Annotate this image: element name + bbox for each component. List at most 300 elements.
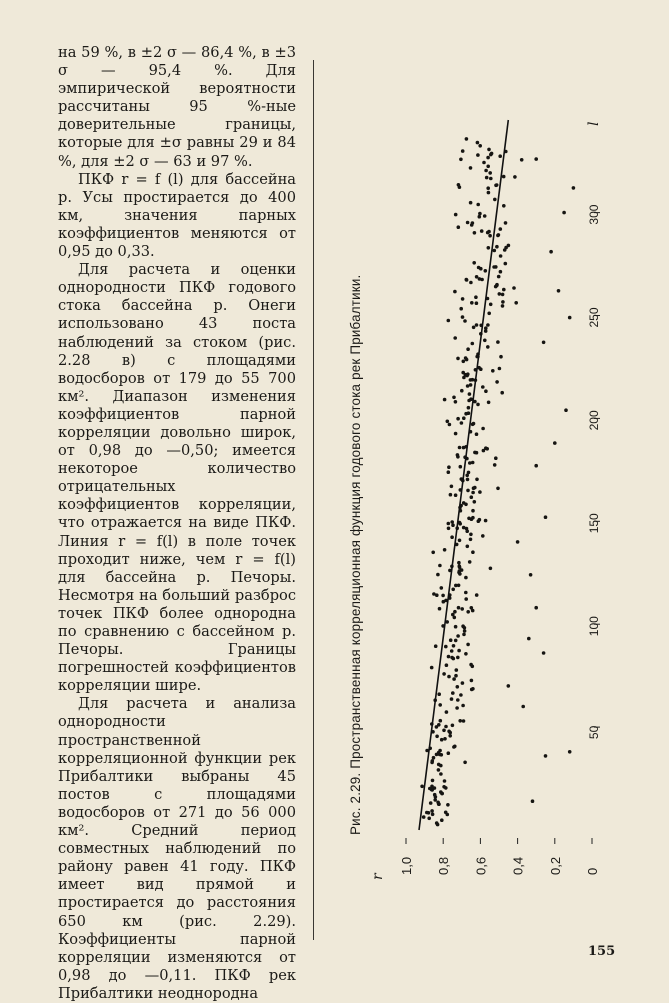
scatter-point [437, 763, 441, 767]
scatter-point [474, 295, 478, 299]
scatter-point [471, 550, 475, 554]
scatter-point [465, 137, 469, 141]
scatter-point [462, 446, 466, 450]
scatter-point [495, 245, 499, 249]
scatter-point [549, 250, 553, 254]
scatter-point [467, 517, 471, 521]
scatter-point [447, 319, 451, 323]
scatter-point [489, 303, 493, 307]
scatter-point [444, 811, 448, 815]
scatter-point [437, 723, 441, 727]
scatter-point [466, 545, 470, 549]
scatter-point [503, 248, 507, 252]
scatter-point [544, 754, 548, 758]
points-layer [420, 137, 575, 826]
scatter-point [501, 300, 505, 304]
scatter-point [476, 403, 480, 407]
scatter-point [498, 367, 502, 371]
scatter-point [430, 666, 434, 670]
scatter-point [449, 493, 453, 497]
scatter-point [494, 456, 498, 460]
page-number: 155 [588, 944, 616, 959]
scatter-point [499, 270, 503, 274]
scatter-point [502, 204, 506, 208]
scatter-point [446, 803, 450, 807]
scatter-point [484, 326, 488, 330]
scatter-point [440, 818, 444, 822]
scatter-point [493, 249, 497, 253]
scatter-point [454, 625, 458, 629]
scatter-point [438, 749, 442, 753]
r-axis-tick-label: 1,0 [399, 856, 414, 875]
scatter-point [465, 374, 469, 378]
scatter-point [438, 607, 442, 611]
scatter-point [484, 269, 488, 273]
scatter-point [459, 693, 463, 697]
scatter-point [435, 593, 439, 597]
scatter-point [499, 227, 503, 231]
scatter-point [476, 141, 480, 145]
scatter-point [465, 529, 469, 533]
scatter-point [453, 610, 457, 614]
scatter-point [462, 416, 466, 420]
scatter-point [452, 745, 456, 749]
scatter-point [470, 223, 474, 227]
scatter-point [500, 391, 504, 395]
scatter-point [450, 485, 454, 489]
scatter-point [454, 400, 458, 404]
paragraph-3: Для расчета и оценки однородности ПКФ годового стока бассейна р. Онеги использовано 43 поста наблюдений за стоком (рис. 2.28 в) с площадями водосборов от 179 до 55 700 км². Диапазон изменения коэффициентов парной корреляции довольно широк, от 0,98 до —0,50; имеется некоторое количество отрицательных коэффициентов корреляции, что отражается на виде ПКФ. Линия r = f(l) в поле точек проходит ниже, чем r = f(l) для бассейна р. Печоры. Несмотря на больший разброс точек ПКФ более однородна по сравнению с бассейном р. Печоры. Границы погрешностей коэффициентов корреляции шире. [58, 261, 296, 695]
scatter-point [501, 293, 505, 297]
scatter-point [480, 278, 484, 282]
scatter-point [420, 785, 424, 789]
scatter-point [477, 266, 481, 270]
scatter-point [448, 734, 452, 738]
scatter-point [489, 177, 493, 181]
figure-caption: Рис. 2.29. Пространственная корреляционная функция годового стока рек Прибалтики. [348, 274, 363, 835]
scatter-point [572, 186, 576, 190]
scatter-point [478, 518, 482, 522]
scatter-point [462, 526, 466, 530]
scatter-point [467, 399, 471, 403]
r-axis-tick-label: 0 [585, 867, 600, 875]
column-divider [313, 60, 314, 940]
scatter-point [447, 675, 451, 679]
scatter-point [465, 278, 469, 282]
scatter-point [534, 606, 538, 610]
l-axis-tick-label: 250 [587, 307, 601, 328]
r-axis-tick-label: 0,4 [510, 856, 526, 875]
scatter-point [460, 421, 464, 425]
scatter-point [462, 360, 466, 364]
scatter-point [479, 367, 483, 371]
scatter-point [466, 221, 470, 225]
scatter-point [495, 380, 499, 384]
scatter-point [438, 703, 442, 707]
scatter-point [453, 616, 457, 620]
scatter-point [471, 516, 475, 520]
scatter-point [502, 175, 506, 179]
scatter-point [430, 809, 434, 813]
l-axis-tick-label: 200 [587, 410, 601, 431]
scatter-point [457, 561, 461, 565]
scatter-point [452, 677, 456, 681]
scatter-point [459, 158, 463, 162]
scatter-point [448, 423, 452, 427]
scatter-point [468, 560, 472, 564]
scatter-point [431, 813, 435, 817]
scatter-point [447, 522, 451, 526]
scatter-point [457, 183, 461, 187]
scatter-point [450, 656, 454, 660]
scatter-point [447, 655, 451, 659]
scatter-point [440, 738, 444, 742]
scatter-point [487, 401, 491, 405]
scatter-point [471, 609, 475, 613]
scatter-point [471, 509, 475, 513]
scatter-point [512, 286, 516, 290]
scatter-point [456, 685, 460, 689]
scatter-point [446, 420, 450, 424]
scatter-point [436, 801, 440, 805]
scatter-point [471, 491, 475, 495]
scatter-point [461, 704, 465, 708]
l-axis-tick-label: 150 [587, 513, 601, 534]
scatter-point [464, 356, 468, 360]
scatter-point [484, 169, 488, 173]
scatter-point [434, 644, 438, 648]
scatter-point [564, 408, 568, 412]
r-axis-tick-label: 0,6 [473, 856, 489, 875]
scatter-point [447, 751, 451, 755]
scatter-point [450, 649, 454, 653]
scatter-point [496, 340, 500, 344]
scatter-point [481, 427, 485, 431]
trend-layer [419, 120, 508, 830]
scatter-point [497, 275, 501, 279]
body-text-column [58, 44, 296, 1003]
scatter-point [466, 347, 470, 351]
scatter-point [449, 638, 453, 642]
scatter-point [466, 610, 470, 614]
scatter-point [487, 230, 491, 234]
scatter-point [499, 254, 503, 258]
l-axis-label: l [586, 121, 602, 126]
scatter-point [458, 719, 462, 723]
scatter-point [454, 432, 458, 436]
scatter-point [435, 735, 439, 739]
scatter-point [463, 761, 467, 765]
scatter-point [425, 811, 429, 815]
scatter-point [431, 551, 435, 555]
scatter-point [464, 412, 468, 416]
scatter-point [457, 225, 461, 229]
scatter-point [488, 234, 492, 238]
scatter-point [457, 606, 461, 610]
scatter-point [483, 339, 487, 343]
scatter-point [466, 643, 470, 647]
scatter-point [457, 649, 461, 653]
scatter-point [494, 265, 498, 269]
scatter-point [485, 176, 489, 180]
scatter-point [442, 672, 446, 676]
scatter-point [459, 465, 463, 469]
scatter-point [472, 422, 476, 426]
scatter-point [475, 301, 479, 305]
scatter-point [447, 527, 451, 531]
scatter-point [486, 323, 490, 327]
scatter-point [475, 323, 479, 327]
scatter-point [542, 651, 546, 655]
scatter-point [488, 171, 492, 175]
scatter-point [464, 652, 468, 656]
scatter-point [439, 719, 443, 723]
scatter-point [544, 515, 548, 519]
scatter-point [464, 591, 468, 595]
scatter-point [458, 564, 462, 568]
scatter-point [442, 729, 446, 733]
scatter-point [495, 283, 499, 287]
scatter-point [453, 336, 457, 340]
scatter-point [491, 369, 495, 373]
scatter-point [473, 500, 477, 504]
scatter-point [459, 307, 463, 311]
scatter-point [478, 212, 482, 216]
scatter-point [444, 725, 448, 729]
scatter-point [445, 663, 449, 667]
scatter-point [427, 817, 431, 821]
scatter-point [454, 493, 458, 497]
scatter-point [498, 292, 502, 296]
scatter-point [437, 768, 441, 772]
scatter-point [458, 539, 462, 543]
scatter-point [473, 231, 477, 235]
scatter-point [456, 698, 460, 702]
scatter-point [471, 342, 475, 346]
scatter-point [462, 376, 466, 380]
scatter-point [454, 213, 458, 217]
scatter-point [451, 724, 455, 728]
scatter-point [484, 446, 488, 450]
scatter-point [456, 417, 460, 421]
scatter-point [462, 719, 466, 723]
scatter-point [507, 244, 511, 248]
scatter-point [452, 644, 456, 648]
scatter-chart [372, 90, 612, 890]
scatter-point [487, 246, 491, 250]
scatter-point [462, 501, 466, 505]
scatter-point [462, 633, 466, 637]
scatter-point [463, 626, 467, 630]
scatter-point [439, 772, 443, 776]
scatter-point [513, 175, 517, 179]
scatter-point [478, 215, 482, 219]
scatter-point [489, 567, 493, 571]
scatter-point [484, 519, 488, 523]
scatter-point [453, 290, 457, 294]
scatter-point [440, 586, 444, 590]
scatter-point [469, 166, 473, 170]
scatter-point [496, 234, 500, 238]
scatter-point [493, 198, 497, 202]
scatter-point [469, 533, 473, 537]
scatter-point [431, 779, 435, 783]
scatter-point [463, 319, 467, 323]
scatter-point [471, 461, 475, 465]
scatter-point [493, 463, 497, 467]
scatter-point [520, 158, 524, 162]
scatter-point [529, 573, 533, 577]
scatter-point [481, 385, 485, 389]
scatter-point [469, 281, 473, 285]
scatter-point [486, 186, 490, 190]
scatter-point [461, 149, 465, 153]
scatter-point [472, 326, 476, 330]
scatter-point [484, 389, 488, 393]
scatter-point [451, 523, 455, 527]
scatter-point [568, 750, 572, 754]
scatter-point [450, 535, 454, 539]
scatter-point [504, 221, 508, 225]
r-axis-label: r [370, 873, 386, 880]
scatter-point [461, 681, 465, 685]
scatter-point [470, 688, 474, 692]
scatter-point [450, 697, 454, 701]
scatter-point [454, 674, 458, 678]
scatter-point [464, 576, 468, 580]
scatter-point [433, 793, 437, 797]
scatter-point [494, 184, 498, 188]
scatter-point [458, 446, 462, 450]
scatter-point [472, 486, 476, 490]
scatter-point [444, 786, 448, 790]
scatter-point [455, 706, 459, 710]
scatter-point [422, 815, 426, 819]
scatter-point [487, 312, 491, 316]
scatter-point [502, 288, 506, 292]
scatter-point [469, 201, 473, 205]
scatter-point [429, 801, 433, 805]
scatter-point [428, 787, 432, 791]
scatter-point [504, 262, 508, 266]
scatter-point [436, 823, 440, 827]
scatter-point [463, 629, 467, 633]
scatter-point [470, 679, 474, 683]
scatter-point [562, 211, 566, 215]
scatter-point [481, 534, 485, 538]
scatter-point [486, 345, 490, 349]
scatter-point [460, 568, 464, 572]
paragraph-4: Для расчета и анализа однородности пространственной корреляционной функции рек Прибалтики выбраны 45 постов с площадями водосборов от 271 до 56 000 км². Средний период совместных наблюдений по району равен 41 году. ПКФ имеет вид прямой и простирается до расстояния 650 км (рис. 2.29). Коэффициенты парной корреляции изменяются от 0,98 до —0,11. ПКФ рек Прибалтики неоднородна [58, 695, 296, 1002]
scatter-point [455, 668, 459, 672]
scatter-point [542, 341, 546, 345]
scatter-point [456, 634, 460, 638]
r-axis-tick-label: 0,8 [436, 856, 452, 875]
scatter-point [534, 157, 538, 161]
scatter-point [487, 191, 491, 195]
scatter-point [501, 304, 505, 308]
scatter-point [487, 148, 491, 152]
scatter-point [499, 355, 503, 359]
scatter-point [568, 316, 572, 320]
scatter-point [461, 315, 465, 319]
scatter-point [527, 637, 531, 641]
scatter-point [445, 710, 449, 714]
scatter-point [470, 301, 474, 305]
scatter-point [438, 564, 442, 568]
scatter-point [469, 383, 473, 387]
scatter-point [436, 573, 440, 577]
scatter-point [521, 705, 525, 709]
scatter-point [435, 753, 439, 757]
scatter-point [443, 548, 447, 552]
scatter-point [451, 588, 455, 592]
scatter-point [432, 756, 436, 760]
scatter-point [443, 737, 447, 741]
scatter-point [456, 357, 460, 361]
scatter-point [468, 392, 472, 396]
scatter-point [461, 297, 465, 301]
trend-line [419, 120, 508, 830]
scatter-point [460, 389, 464, 393]
scatter-point [447, 465, 451, 469]
scatter-point [444, 645, 448, 649]
paragraph-1: на 59 %, в ±2 σ — 86,4 %, в ±3 σ — 95,4 %. Для эмпирической вероятности рассчитаны 95 %-ные доверительные границы, которые для ±σ равны 29 и 84 %, для ±2 σ — 63 и 97 %. [58, 44, 296, 170]
scatter-point [480, 229, 484, 233]
scatter-point [496, 487, 500, 491]
scatter-point [442, 600, 446, 604]
scatter-point [454, 584, 458, 588]
scatter-point [475, 478, 479, 482]
scatter-point [482, 161, 486, 165]
scatter-point [507, 684, 511, 688]
l-axis-tick-label: 300 [587, 204, 601, 225]
scatter-point [470, 495, 474, 499]
scatter-point [472, 261, 476, 265]
scatter-point [447, 470, 451, 474]
scatter-point [454, 639, 458, 643]
scatter-point [460, 607, 464, 611]
scatter-point [450, 520, 454, 524]
scatter-point [478, 144, 482, 148]
scatter-point [557, 289, 561, 293]
scatter-point [476, 203, 480, 207]
l-axis-tick-label: 100 [587, 616, 601, 637]
scatter-point [443, 779, 447, 783]
scatter-point [443, 398, 447, 402]
scatter-point [476, 153, 480, 157]
scatter-point [490, 152, 494, 156]
scatter-point [440, 792, 444, 796]
scatter-point [475, 451, 479, 455]
paragraph-2: ПКФ r = f (l) для бассейна р. Усы простирается до 400 км, значения парных коэффициентов меняются от 0,95 до 0,33. [58, 170, 296, 261]
scatter-point [452, 396, 456, 400]
scatter-point [486, 165, 490, 169]
scatter-point [516, 540, 520, 544]
scatter-point [471, 378, 475, 382]
scatter-point [464, 597, 468, 601]
scatter-point [466, 489, 470, 493]
scatter-point [456, 656, 460, 660]
scatter-point [451, 691, 455, 695]
scatter-point [437, 692, 441, 696]
scatter-point [469, 538, 473, 542]
scatter-point [466, 478, 470, 482]
scatter-point [430, 761, 434, 765]
scatter-point [534, 464, 538, 468]
scatter-point [467, 406, 471, 410]
scatter-point [498, 154, 502, 158]
